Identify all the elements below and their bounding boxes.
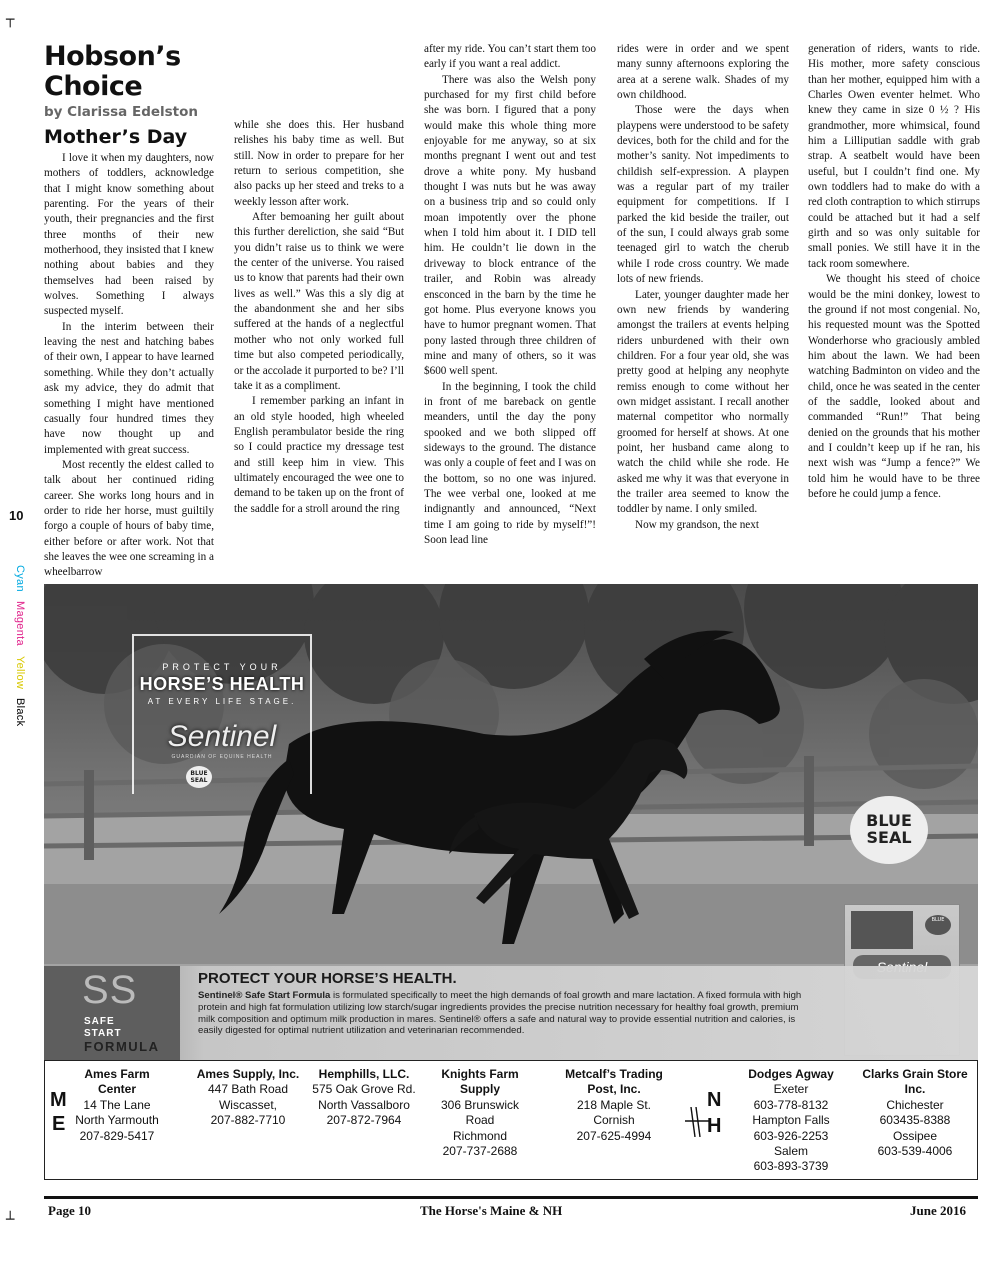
dealer-line: Wiscasset, [218,1097,277,1112]
state-letter-m: M [50,1089,67,1111]
ss-letters: SS [82,968,138,1012]
ss-line-safe: SAFE [84,1016,115,1027]
paragraph: In the interim between their leaving the nest and hatching babes of their own, I appear to have learned something. While they don’t actually ask my advice, they do admit that something I might have mentioned casually four hundred times they have now thought up and implemented with great success. [44,320,214,456]
dealer-line: 207-872-7964 [326,1113,402,1128]
paragraph: I love it when my daughters, now mothers of toddlers, acknowledge that I might know something about parenting. For the years of their youth, their pregnancies and the first three months of their new motherhood, they insisted that I knew nothing about babies and they themselves had been raised by wolves. Something I always suspected myself. [44,152,214,318]
paragraph: Most recently the eldest called to talk about her continued riding career. She works long hours and in order to ride her horse, must guiltily forgo a couple of hours of baby time, either before or after work. Not that she leaves the wee one screaming in a wheelbarrow [44,458,214,579]
dealer-ames-supply [193,1067,303,1129]
dealer-line: Ossipee [892,1128,938,1143]
badge-bottom-text: AT EVERY LIFE STAGE. [147,697,297,706]
dealer-line: Richmond [452,1128,508,1143]
footer-page-number: Page 10 [48,1203,91,1218]
seal-small-line-2: SEAL [190,777,208,784]
dealer-line: 447 Bath Road [207,1082,289,1097]
dealer-line: North Vassalboro [318,1097,410,1112]
blue-seal-logo [850,796,928,864]
paragraph: generation of riders, wants to ride. His mother, more safety conscious than her mother, equipped him with a Charles Owen eventer helmet. Who knew they came in size 0 ½ ? His grandmother, more whimsical, found him a Lilliputian saddle with grab strap. A seatbelt would have been useful, but I couldn’t find one. My own toddlers had to make do with a red cloth contraption to which stirrups could be attached but it had a self girth and so was only suitable for small ponies. We still have it in the tack room somewhere. [808,43,980,270]
dealer-name: Metcalf’s Trading Post, Inc. [565,1067,663,1097]
safe-start-logo [44,966,180,1060]
dealer-line: 207-882-7710 [210,1113,286,1128]
dealer-line: 14 The Lane [83,1097,151,1112]
paragraph: We thought his steed of choice would be the mini donkey, lowest to the ground if not most congenial. No, his requested mount was the Spotted Wonderhorse who graciously ambled him about the lawn. We had been watching Badminton on video and the child, once he was seated in the center of the saddle, looked about and commanded “Run!” That being denied on the grounds that his mother and I couldn’t keep up if he ran, his next wish was “Jump a fence?” We told him he would have to be three before he could jump a fence. [808,273,980,500]
badge-main-text: HORSE’S HEALTH [139,674,305,694]
article-column-4 [617,42,789,533]
dealer-name: Knights Farm Supply [441,1067,519,1097]
dealer-metcalfs-trading-post [551,1067,677,1144]
dealer-line: 575 Oak Grove Rd. [312,1082,416,1097]
dealer-line: 207-737-2688 [442,1144,518,1159]
state-letter-e: E [52,1113,66,1135]
paragraph: Later, younger daughter made her own new friends by wandering amongst the trailers at events helping riders unburdened with their own children. For a four year old, she was pretty good at helping any neophyte remiss enough to come without her own midget assistant. I recall another maternal competitor who normally groomed for herself at shows. At one point, her husband came along to watch the child while she rode. He asked me why it was that everyone in the trailer area seemed to know the toddler by name. I only smiled. [617,288,789,516]
ad-copy-band [44,966,978,1060]
color-bar-cyan: Cyan [14,565,26,592]
footer-date: June 2016 [910,1203,966,1218]
dealer-line: Exeter [773,1082,809,1097]
state-divider-icon [685,1107,709,1137]
dealer-line: 306 Brunswick Road [440,1097,520,1128]
dealer-line: 218 Maple St. [576,1097,652,1112]
paragraph: There was also the Welsh pony purchased for my first child before she was born. I figured that a pony would make this whole thing more enjoyable for me anyway, so at six months pregnant I went out and test drove a white pony. My husband thought I was nuts but he was away on a business trip and so could only moan impotently over the phone when I told him about it. I DID tell him. He couldn’t lie down in the driveway to block entrance of the trailer, and Robin was already ensconced in the barn by the time he got home. Plus everyone knows you have to humor pregnant women. That pony lasted through three children of mine and many of others, so it was $600 well spent. [424,73,596,378]
dealer-line: Salem [773,1144,808,1159]
dealer-name: Ames Farm Center [84,1067,150,1097]
dealer-line: Hampton Falls [752,1113,830,1128]
color-bar-black: Black [14,698,26,727]
paragraph: I remember parking an infant in an old style hooded, high wheeled English perambulator beside the ring so I could practice my dressage test and still keep him in view. This ultimately encouraged the wee one to demand to be taken up on the front of the saddle for a stroll around the ring [234,395,404,515]
dealer-line: 603-893-3739 [753,1159,829,1174]
ss-line-start: START [84,1028,122,1039]
bag-horse-photo [851,911,913,949]
dealer-ames-farm-center [67,1067,167,1144]
paragraph: while she does this. Her husband relishes his baby time as well. But still. Now in order to prepare for her return to serious competition, she also packs up her steed and treks to a weekly lesson after work. [234,119,404,208]
crop-mark-bottom: ┴ [6,1212,15,1228]
dealer-name: Hemphills, LLC. [318,1067,410,1081]
bag-seal-line: BLUE [931,917,945,923]
sentinel-tagline: GUARDIAN OF EQUINE HEALTH [171,754,273,760]
ad-headline: PROTECT YOUR HORSE’S HEALTH. [198,970,457,987]
dealer-name: Dodges Agway [748,1067,834,1081]
state-letter-n: N [707,1089,722,1111]
ss-line-formula: FORMULA [84,1039,160,1054]
paragraph: rides were in order and we spent many sunny afternoons exploring the area at a serene walk. Shades of my own childhood. [617,43,789,102]
dealer-line: 207-625-4994 [576,1128,652,1143]
article-column-1 [44,42,214,581]
dealer-line: Cornish [593,1113,635,1128]
sentinel-logo: Sentinel [167,720,277,753]
seal-small-line-1: BLUE [190,770,208,777]
dealer-hemphills [305,1067,423,1129]
color-bar-yellow: Yellow [14,655,26,689]
dealer-dodges-agway [735,1067,847,1175]
paragraph: after my ride. You can’t start them too early if you want a real addict. [424,43,596,71]
dealer-name: Ames Supply, Inc. [196,1067,300,1081]
article-column-5 [808,42,980,502]
footer-publication: The Horse's Maine & NH [420,1203,563,1218]
state-letter-h: H [707,1115,722,1137]
dealer-listing [44,1060,978,1180]
badge-top-text: PROTECT YOUR [162,662,282,672]
article-title: Hobson’s Choice [44,41,181,102]
seal-line-1: BLUE [866,811,912,830]
paragraph: Now my grandson, the next [635,518,759,531]
ad-body-lead: Sentinel® Safe Start Formula [198,990,331,1001]
crop-mark-top: ┬ [6,12,15,28]
dealer-name: Clarks Grain Store Inc. [862,1067,968,1097]
article-subhead: Mother’s Day [44,126,188,148]
horse-health-badge [132,634,312,794]
article-column-2 [234,118,404,517]
blue-seal-small-logo [186,766,212,788]
dealer-line: 603-926-2253 [753,1128,829,1143]
ad-body-rest: is formulated specifically to meet the high demands of foal growth and mare lactation. A fixed formula with high protein and high fat formulation utilizing low starch/sugar ingredients provides the precise nutrition necessary for healthy foal growth, premium milk composition and optimum milk production in mares. Sentinel® offers a safe and natural way to provide essential nutrition and calories, is easily digested for optimal nutrient utilization and veterinarian recommended. [198,990,802,1037]
paragraph: Those were the days when playpens were understood to be safety devices, both for the child and for the mother’s sanity. Not impediments to childish self-expression. A playpen was a regular part of my trailer equipment for competitions. If I parked the kid beside the trailer, out of the sun, I could always grab some teenaged girl to watch the cherub while I rode cross country. We made lots of new friends. [617,104,789,286]
footer-rule [44,1196,978,1199]
color-bar-magenta: Magenta [14,601,26,647]
dealer-line: 603435-8388 [879,1113,951,1128]
dealer-line: 603-539-4006 [877,1144,953,1159]
ad-body-text [198,990,818,1037]
paragraph: After bemoaning her guilt about this further dereliction, she said “But you didn’t raise us to think we were the center of the universe. You raised us to know that parents had their own lives as well.” Was this a sly dig at the abandonment she and her sibs suffered at the hands of a neglectful mother who not only worked full time but also competed periodically, or the accolade it purported to be? I’ll take it as a compliment. [234,211,404,392]
dealer-knights-farm-supply [425,1067,535,1159]
article-byline: by Clarissa Edelston [44,104,199,120]
dealer-line: North Yarmouth [75,1113,159,1128]
dealer-clarks-grain-store [855,1067,975,1159]
side-page-number: 10 [9,508,24,523]
color-bar-legend [10,565,26,733]
sentinel-advertisement[interactable] [44,584,978,1060]
dealer-line: 603-778-8132 [753,1097,829,1112]
article-column-3 [424,42,596,548]
paragraph: In the beginning, I took the child in front of me bareback on gentle meanders, until the day the pony spooked and we both slipped off sideways to the ground. The distance was only a couple of feet and I was on the bottom, so no one was injured. The wee verbal one, looked at me indignantly and announced, “Next time I am going to ride by myself!”! Soon lead line [424,380,596,546]
bag-seal-logo [925,915,951,935]
seal-line-2: SEAL [866,828,912,847]
dealer-line: 207-829-5417 [79,1128,155,1143]
dealer-line: Chichester [886,1097,944,1112]
